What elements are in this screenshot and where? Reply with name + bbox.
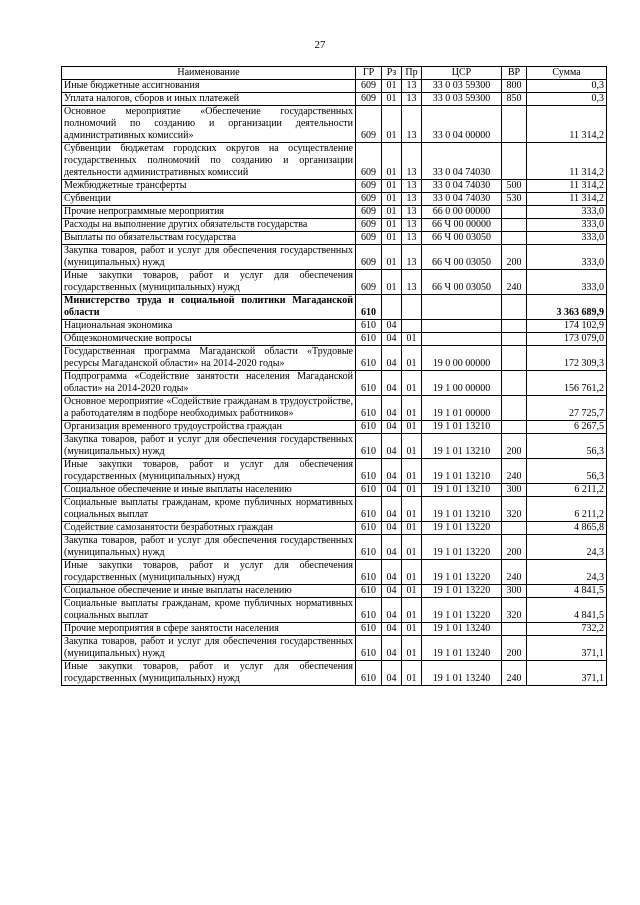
cell-rz: 04 [382, 434, 402, 459]
cell-sum: 172 309,3 [527, 346, 607, 371]
cell-vr: 200 [502, 245, 527, 270]
cell-csr: 66 0 00 00000 [422, 206, 502, 219]
cell-sum: 4 841,5 [527, 585, 607, 598]
cell-pr [402, 295, 422, 320]
cell-csr [422, 295, 502, 320]
header-gr: ГР [356, 67, 382, 80]
cell-name: Социальное обеспечение и иные выплаты населению [62, 585, 356, 598]
page-number: 27 [314, 39, 326, 51]
cell-csr: 66 Ч 00 03050 [422, 232, 502, 245]
cell-name: Прочие непрограммные мероприятия [62, 206, 356, 219]
cell-vr [502, 346, 527, 371]
table-row [62, 193, 607, 206]
cell-rz: 04 [382, 484, 402, 497]
cell-csr: 19 1 01 13210 [422, 459, 502, 484]
cell-gr: 610 [356, 623, 382, 636]
cell-gr: 609 [356, 180, 382, 193]
cell-sum: 0,3 [527, 93, 607, 106]
cell-vr [502, 623, 527, 636]
cell-gr: 609 [356, 206, 382, 219]
table-row [62, 371, 607, 396]
header-pr: Пр [402, 67, 422, 80]
table-row [62, 396, 607, 421]
cell-pr: 13 [402, 206, 422, 219]
cell-csr: 33 0 04 00000 [422, 106, 502, 143]
cell-vr: 240 [502, 661, 527, 686]
table-row [62, 636, 607, 661]
cell-csr: 33 0 04 74030 [422, 193, 502, 206]
cell-csr: 33 0 03 59300 [422, 93, 502, 106]
cell-name: Социальные выплаты гражданам, кроме публичных нормативных социальных выплат [62, 497, 356, 522]
table-row [62, 623, 607, 636]
cell-csr: 33 0 04 74030 [422, 180, 502, 193]
cell-csr: 19 1 01 13210 [422, 497, 502, 522]
cell-pr: 13 [402, 106, 422, 143]
cell-gr: 610 [356, 522, 382, 535]
cell-gr: 610 [356, 396, 382, 421]
cell-pr: 01 [402, 421, 422, 434]
cell-sum: 333,0 [527, 219, 607, 232]
cell-gr: 610 [356, 636, 382, 661]
cell-name: Иные закупки товаров, работ и услуг для обеспечения государственных (муниципальных) нужд [62, 459, 356, 484]
cell-csr [422, 320, 502, 333]
cell-gr: 610 [356, 497, 382, 522]
table-row [62, 219, 607, 232]
table-row [62, 661, 607, 686]
cell-gr: 609 [356, 245, 382, 270]
cell-csr: 19 1 00 00000 [422, 371, 502, 396]
cell-pr: 01 [402, 396, 422, 421]
cell-vr: 530 [502, 193, 527, 206]
cell-sum: 6 267,5 [527, 421, 607, 434]
cell-vr [502, 143, 527, 180]
cell-vr: 850 [502, 93, 527, 106]
cell-vr [502, 522, 527, 535]
cell-name: Иные закупки товаров, работ и услуг для обеспечения государственных (муниципальных) нужд [62, 661, 356, 686]
cell-csr: 66 Ч 00 00000 [422, 219, 502, 232]
cell-gr: 610 [356, 333, 382, 346]
table-row [62, 421, 607, 434]
cell-rz: 04 [382, 585, 402, 598]
cell-rz: 04 [382, 560, 402, 585]
cell-csr: 19 1 01 13210 [422, 484, 502, 497]
cell-rz: 01 [382, 193, 402, 206]
cell-sum: 4 841,5 [527, 598, 607, 623]
cell-vr: 800 [502, 80, 527, 93]
cell-name: Подпрограмма «Содействие занятости населения Магаданской области» на 2014-2020 годы» [62, 371, 356, 396]
cell-sum: 333,0 [527, 206, 607, 219]
cell-gr: 609 [356, 143, 382, 180]
cell-name: Расходы на выполнение других обязательств государства [62, 219, 356, 232]
cell-gr: 609 [356, 270, 382, 295]
cell-gr: 610 [356, 484, 382, 497]
cell-pr: 01 [402, 560, 422, 585]
cell-rz: 04 [382, 497, 402, 522]
cell-csr: 19 1 01 13220 [422, 522, 502, 535]
table-row [62, 320, 607, 333]
cell-rz: 04 [382, 535, 402, 560]
cell-pr: 13 [402, 232, 422, 245]
cell-rz [382, 295, 402, 320]
cell-sum: 156 761,2 [527, 371, 607, 396]
cell-gr: 609 [356, 193, 382, 206]
cell-gr: 610 [356, 434, 382, 459]
cell-pr: 01 [402, 661, 422, 686]
table-row [62, 598, 607, 623]
cell-rz: 04 [382, 371, 402, 396]
cell-name: Закупка товаров, работ и услуг для обеспечения государственных (муниципальных) нужд [62, 636, 356, 661]
cell-sum: 56,3 [527, 434, 607, 459]
table-row [62, 346, 607, 371]
cell-csr: 66 Ч 00 03050 [422, 245, 502, 270]
cell-rz: 01 [382, 180, 402, 193]
cell-csr: 66 Ч 00 03050 [422, 270, 502, 295]
cell-pr: 13 [402, 245, 422, 270]
cell-rz: 01 [382, 232, 402, 245]
cell-name: Государственная программа Магаданской области «Трудовые ресурсы Магаданской области» на 2014-2020 годы» [62, 346, 356, 371]
cell-rz: 04 [382, 346, 402, 371]
table-header-row [62, 67, 607, 80]
cell-gr: 609 [356, 232, 382, 245]
cell-name: Социальное обеспечение и иные выплаты населению [62, 484, 356, 497]
cell-gr: 609 [356, 93, 382, 106]
cell-name: Выплаты по обязательствам государства [62, 232, 356, 245]
table-row [62, 333, 607, 346]
cell-gr: 610 [356, 560, 382, 585]
cell-csr: 19 1 01 13220 [422, 598, 502, 623]
cell-name: Закупка товаров, работ и услуг для обеспечения государственных (муниципальных) нужд [62, 434, 356, 459]
cell-pr: 01 [402, 497, 422, 522]
cell-csr: 33 0 04 74030 [422, 143, 502, 180]
cell-vr [502, 232, 527, 245]
cell-csr [422, 333, 502, 346]
cell-pr: 13 [402, 80, 422, 93]
cell-name: Иные закупки товаров, работ и услуг для обеспечения государственных (муниципальных) нужд [62, 560, 356, 585]
cell-pr: 01 [402, 333, 422, 346]
cell-sum: 3 363 689,9 [527, 295, 607, 320]
cell-sum: 371,1 [527, 661, 607, 686]
table-row [62, 143, 607, 180]
header-rz: Рз [382, 67, 402, 80]
cell-name: Субвенции [62, 193, 356, 206]
cell-pr: 01 [402, 434, 422, 459]
cell-csr: 19 1 01 13210 [422, 434, 502, 459]
cell-name: Национальная экономика [62, 320, 356, 333]
cell-sum: 4 865,8 [527, 522, 607, 535]
cell-gr: 610 [356, 295, 382, 320]
cell-pr: 01 [402, 636, 422, 661]
cell-sum: 174 102,9 [527, 320, 607, 333]
cell-pr: 01 [402, 346, 422, 371]
table-row [62, 206, 607, 219]
cell-name: Прочие мероприятия в сфере занятости населения [62, 623, 356, 636]
cell-name: Министерство труда и социальной политики Магаданской области [62, 295, 356, 320]
table-row [62, 459, 607, 484]
cell-gr: 610 [356, 535, 382, 560]
cell-rz: 04 [382, 320, 402, 333]
table-row [62, 497, 607, 522]
cell-name: Иные бюджетные ассигнования [62, 80, 356, 93]
cell-vr [502, 219, 527, 232]
cell-vr [502, 106, 527, 143]
cell-pr: 01 [402, 623, 422, 636]
cell-vr [502, 371, 527, 396]
cell-pr: 13 [402, 219, 422, 232]
cell-sum: 6 211,2 [527, 484, 607, 497]
cell-name: Межбюджетные трансферты [62, 180, 356, 193]
cell-vr: 320 [502, 497, 527, 522]
cell-name: Закупка товаров, работ и услуг для обеспечения государственных (муниципальных) нужд [62, 245, 356, 270]
cell-sum: 0,3 [527, 80, 607, 93]
cell-pr: 01 [402, 598, 422, 623]
cell-rz: 01 [382, 219, 402, 232]
cell-csr: 19 0 00 00000 [422, 346, 502, 371]
cell-sum: 24,3 [527, 535, 607, 560]
cell-name: Социальные выплаты гражданам, кроме публичных нормативных социальных выплат [62, 598, 356, 623]
cell-rz: 01 [382, 270, 402, 295]
header-sum: Сумма [527, 67, 607, 80]
cell-name: Иные закупки товаров, работ и услуг для обеспечения государственных (муниципальных) нужд [62, 270, 356, 295]
cell-csr: 19 1 01 13240 [422, 661, 502, 686]
cell-name: Общеэкономические вопросы [62, 333, 356, 346]
table-row [62, 434, 607, 459]
cell-csr: 19 1 01 13220 [422, 585, 502, 598]
cell-pr: 13 [402, 270, 422, 295]
header-vr: ВР [502, 67, 527, 80]
cell-vr: 300 [502, 585, 527, 598]
cell-csr: 33 0 03 59300 [422, 80, 502, 93]
cell-vr [502, 295, 527, 320]
cell-gr: 610 [356, 661, 382, 686]
cell-pr: 01 [402, 535, 422, 560]
cell-gr: 609 [356, 106, 382, 143]
cell-pr: 13 [402, 93, 422, 106]
cell-gr: 610 [356, 459, 382, 484]
cell-pr: 13 [402, 193, 422, 206]
cell-csr: 19 1 01 13220 [422, 535, 502, 560]
cell-name: Содействие самозанятости безработных граждан [62, 522, 356, 535]
cell-sum: 6 211,2 [527, 497, 607, 522]
cell-gr: 609 [356, 219, 382, 232]
cell-vr: 500 [502, 180, 527, 193]
header-csr: ЦСР [422, 67, 502, 80]
cell-sum: 56,3 [527, 459, 607, 484]
cell-sum: 27 725,7 [527, 396, 607, 421]
cell-sum: 333,0 [527, 245, 607, 270]
cell-vr [502, 421, 527, 434]
cell-name: Основное мероприятие «Содействие гражданам в трудоустройстве, а работодателям в подборе необходимых работников» [62, 396, 356, 421]
cell-name: Организация временного трудоустройства граждан [62, 421, 356, 434]
cell-csr: 19 1 01 13240 [422, 623, 502, 636]
table-row [62, 585, 607, 598]
cell-vr: 200 [502, 535, 527, 560]
cell-rz: 04 [382, 598, 402, 623]
cell-rz: 01 [382, 206, 402, 219]
cell-pr: 01 [402, 585, 422, 598]
cell-name: Закупка товаров, работ и услуг для обеспечения государственных (муниципальных) нужд [62, 535, 356, 560]
table-row [62, 93, 607, 106]
cell-rz: 04 [382, 396, 402, 421]
cell-vr [502, 320, 527, 333]
cell-vr: 240 [502, 459, 527, 484]
cell-csr: 19 1 01 00000 [422, 396, 502, 421]
cell-name: Уплата налогов, сборов и иных платежей [62, 93, 356, 106]
cell-sum: 11 314,2 [527, 106, 607, 143]
table-row [62, 484, 607, 497]
cell-rz: 04 [382, 522, 402, 535]
cell-rz: 04 [382, 333, 402, 346]
cell-vr: 320 [502, 598, 527, 623]
cell-gr: 610 [356, 585, 382, 598]
cell-sum: 11 314,2 [527, 180, 607, 193]
table-row [62, 232, 607, 245]
budget-table [61, 66, 607, 686]
cell-gr: 610 [356, 320, 382, 333]
cell-sum: 11 314,2 [527, 193, 607, 206]
table-row [62, 106, 607, 143]
cell-rz: 01 [382, 106, 402, 143]
cell-rz: 01 [382, 143, 402, 180]
cell-sum: 24,3 [527, 560, 607, 585]
cell-rz: 01 [382, 93, 402, 106]
cell-pr: 13 [402, 180, 422, 193]
cell-rz: 04 [382, 459, 402, 484]
cell-gr: 610 [356, 421, 382, 434]
cell-pr: 01 [402, 459, 422, 484]
table-row [62, 522, 607, 535]
cell-rz: 01 [382, 80, 402, 93]
cell-gr: 609 [356, 80, 382, 93]
cell-pr: 01 [402, 522, 422, 535]
cell-vr [502, 333, 527, 346]
cell-vr: 240 [502, 270, 527, 295]
cell-gr: 610 [356, 371, 382, 396]
table-row [62, 80, 607, 93]
cell-rz: 04 [382, 623, 402, 636]
header-name: Наименование [62, 67, 356, 80]
cell-rz: 01 [382, 245, 402, 270]
cell-rz: 04 [382, 636, 402, 661]
cell-pr: 13 [402, 143, 422, 180]
table-row [62, 180, 607, 193]
cell-gr: 610 [356, 598, 382, 623]
table-row [62, 270, 607, 295]
cell-sum: 173 079,0 [527, 333, 607, 346]
table-row [62, 295, 607, 320]
cell-sum: 333,0 [527, 232, 607, 245]
cell-pr: 01 [402, 484, 422, 497]
cell-csr: 19 1 01 13220 [422, 560, 502, 585]
cell-sum: 333,0 [527, 270, 607, 295]
cell-csr: 19 1 01 13240 [422, 636, 502, 661]
table-row [62, 245, 607, 270]
cell-sum: 371,1 [527, 636, 607, 661]
cell-pr: 01 [402, 371, 422, 396]
cell-vr [502, 206, 527, 219]
cell-csr: 19 1 01 13210 [422, 421, 502, 434]
cell-vr: 300 [502, 484, 527, 497]
cell-name: Субвенции бюджетам городских округов на осуществление государственных полномочий по созданию и организации деятельности административных комиссий [62, 143, 356, 180]
cell-vr: 200 [502, 434, 527, 459]
cell-rz: 04 [382, 421, 402, 434]
cell-name: Основное мероприятие «Обеспечение государственных полномочий по созданию и организации деятельности административных комиссий» [62, 106, 356, 143]
cell-gr: 610 [356, 346, 382, 371]
cell-vr [502, 396, 527, 421]
table-row [62, 560, 607, 585]
cell-vr: 200 [502, 636, 527, 661]
cell-pr [402, 320, 422, 333]
cell-sum: 732,2 [527, 623, 607, 636]
cell-vr: 240 [502, 560, 527, 585]
cell-sum: 11 314,2 [527, 143, 607, 180]
table-row [62, 535, 607, 560]
cell-rz: 04 [382, 661, 402, 686]
